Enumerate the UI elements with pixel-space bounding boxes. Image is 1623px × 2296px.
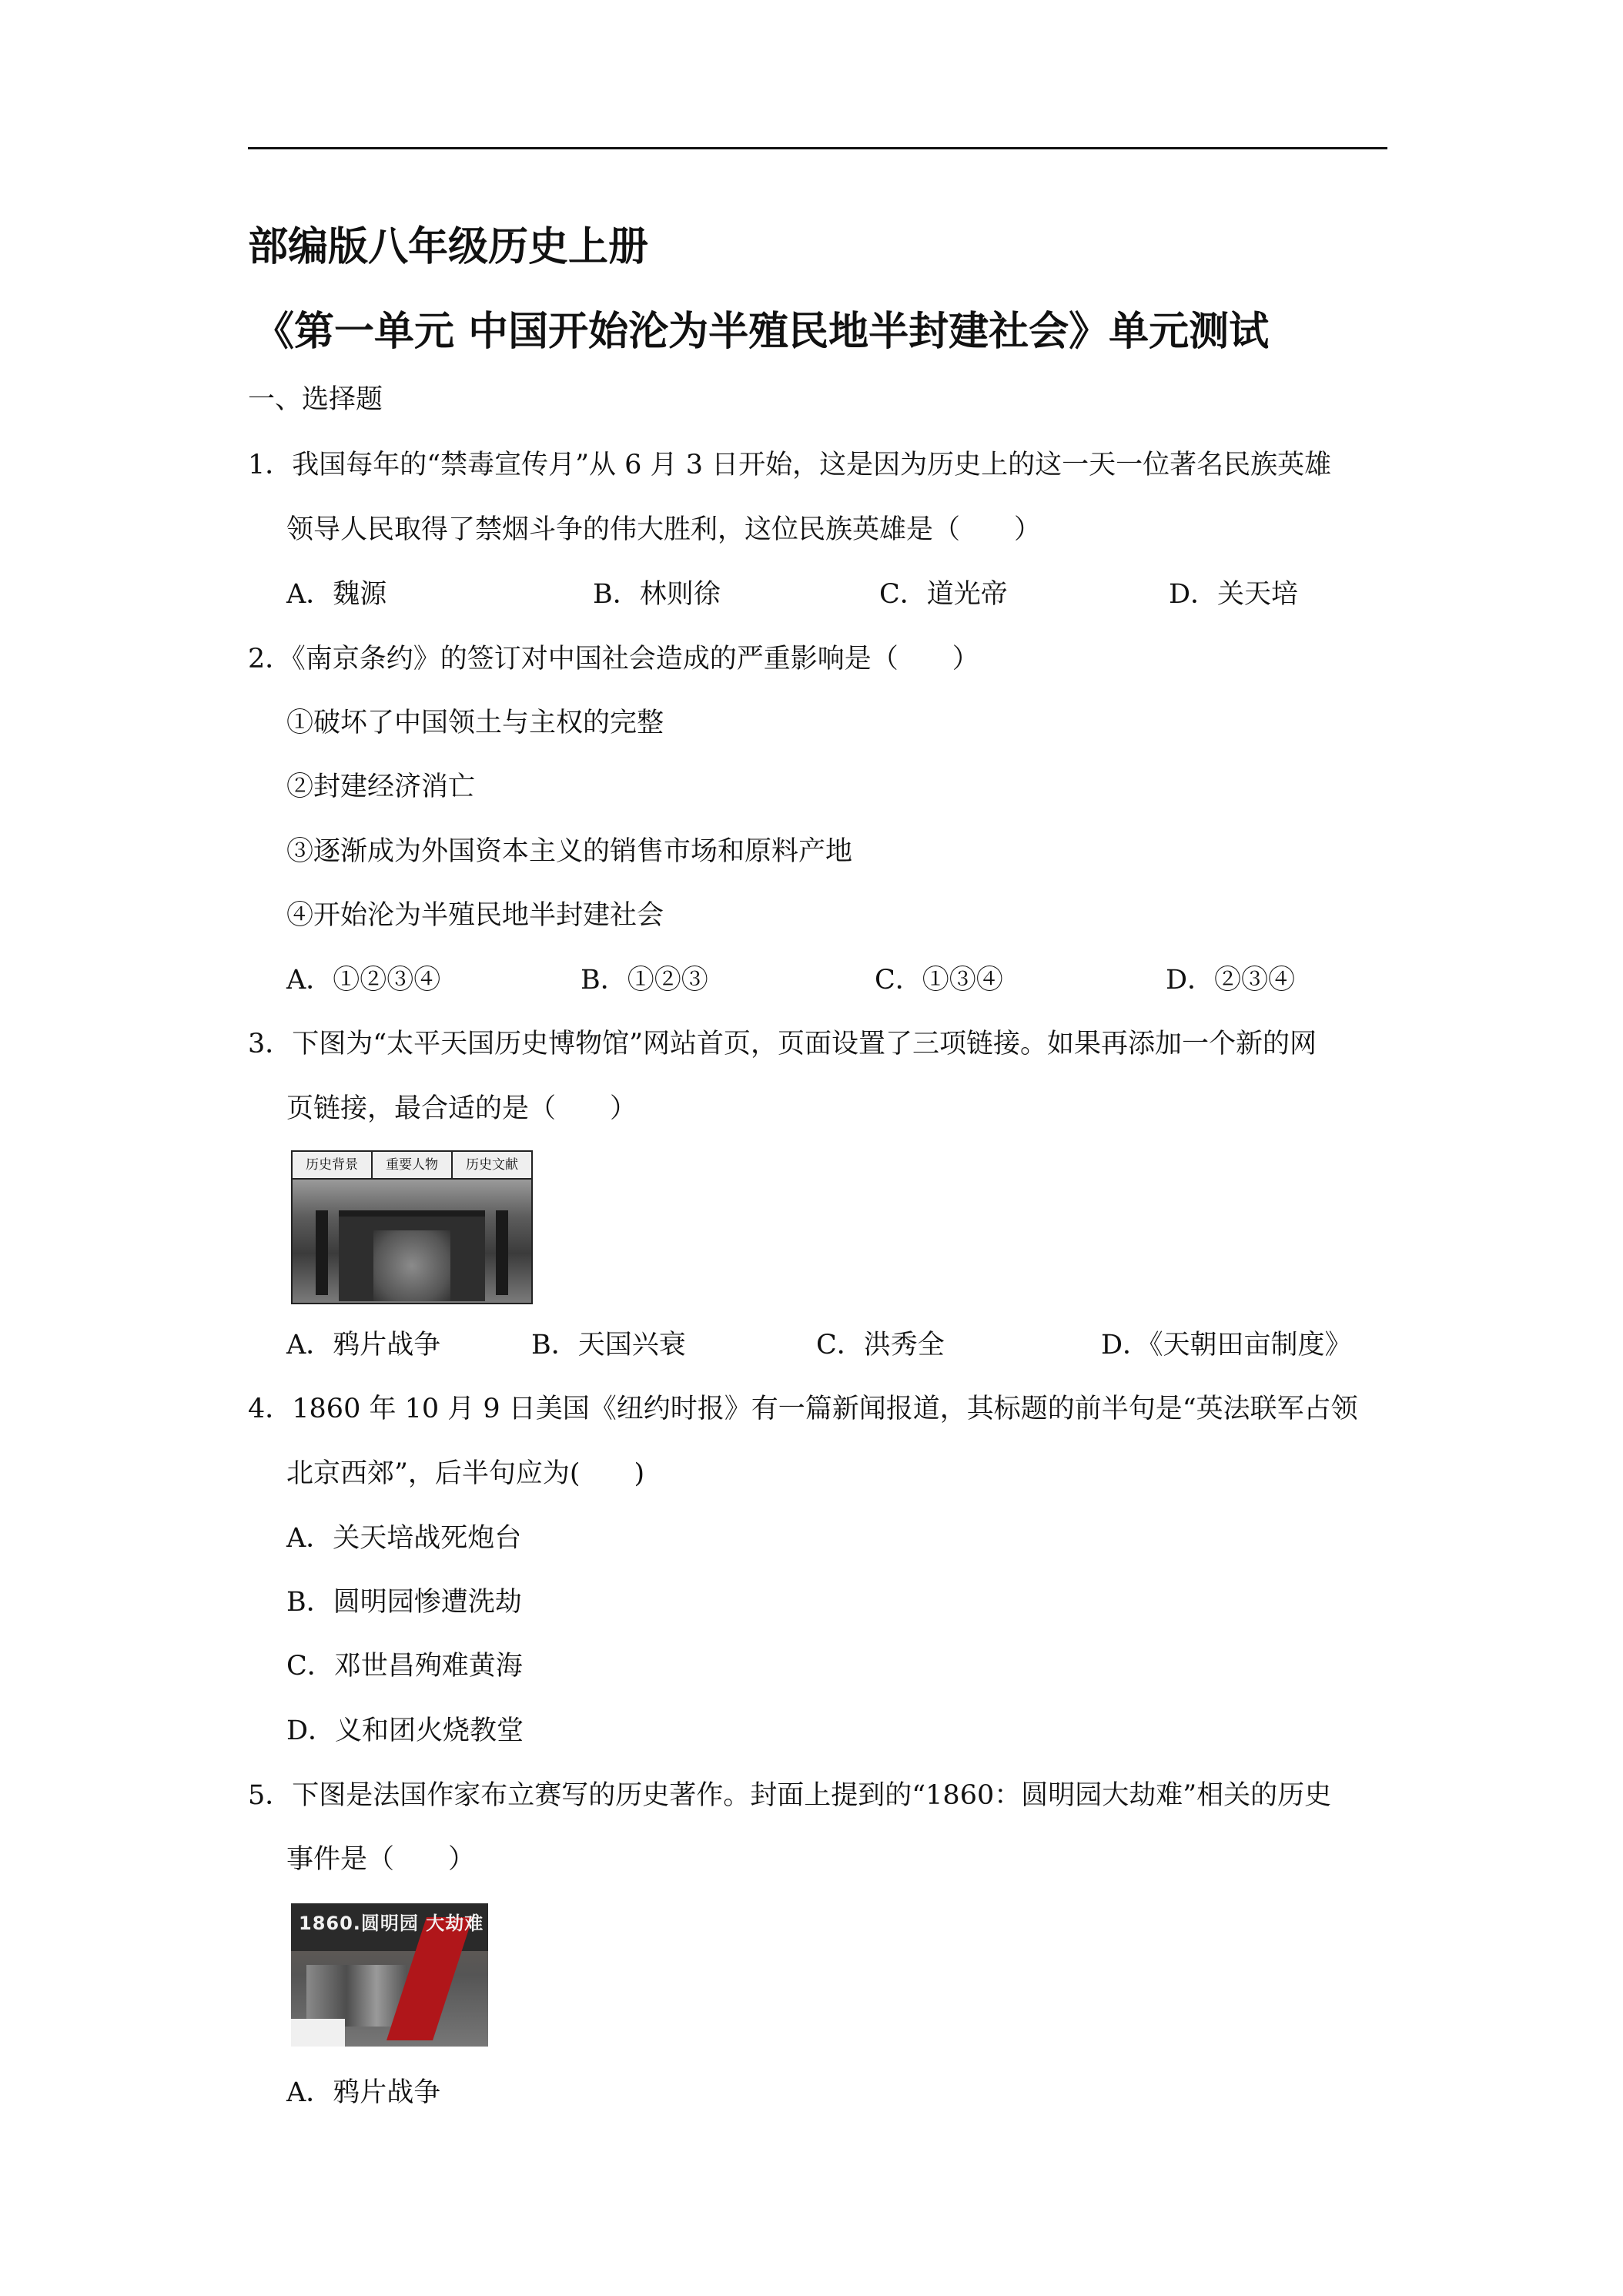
ruins-shape xyxy=(306,1965,407,2027)
q2-item-3: ③逐渐成为外国资本主义的销售市场和原料产地 xyxy=(286,836,853,867)
q3-line1: 3．下图为“太平天国历史博物馆”网站首页，页面设置了三项链接。如果再添加一个新的网 xyxy=(248,1029,1317,1059)
q2-option-d[interactable]: D．②③④ xyxy=(1166,965,1296,996)
q1-option-d[interactable]: D．关天培 xyxy=(1169,579,1299,610)
book-cover-image xyxy=(291,1903,488,2047)
page-title: 部编版八年级历史上册 xyxy=(248,224,649,270)
q2-item-2: ②封建经济消亡 xyxy=(286,771,476,802)
q4-line2: 北京西郊”，后半句应为( ) xyxy=(286,1458,645,1489)
q2-option-b[interactable]: B．①②③ xyxy=(581,965,708,996)
q4-option-c[interactable]: C．邓世昌殉难黄海 xyxy=(286,1651,523,1682)
q2-option-a[interactable]: A．①②③④ xyxy=(286,965,441,996)
q4-option-b[interactable]: B．圆明园惨遭洗劫 xyxy=(286,1587,522,1618)
q4-option-a[interactable]: A．关天培战死炮台 xyxy=(286,1523,522,1554)
header-rule xyxy=(248,147,1387,149)
gate-shape xyxy=(339,1210,485,1301)
q2-option-c[interactable]: C．①③④ xyxy=(875,965,1003,996)
q2-line1: 2．《南京条约》的签订对中国社会造成的严重影响是（ ） xyxy=(248,644,979,674)
q3-option-c[interactable]: C．洪秀全 xyxy=(816,1330,945,1361)
q1-line2: 领导人民取得了禁烟斗争的伟大胜利，这位民族英雄是（ ） xyxy=(286,514,1042,545)
section-heading: 一、选择题 xyxy=(248,384,383,415)
tab-history-background: 历史背景 xyxy=(293,1152,373,1178)
q2-item-4: ④开始沦为半殖民地半封建社会 xyxy=(286,900,664,931)
q5-option-a[interactable]: A．鸦片战争 xyxy=(286,2077,441,2108)
page-subtitle: 《第一单元 中国开始沦为半殖民地半封建社会》单元测试 xyxy=(254,309,1270,355)
q3-option-a[interactable]: A．鸦片战争 xyxy=(286,1330,441,1361)
website-nav-tabs xyxy=(293,1152,531,1180)
q5-line2: 事件是（ ） xyxy=(286,1844,476,1875)
tab-important-people: 重要人物 xyxy=(373,1152,453,1178)
q1-option-a[interactable]: A．魏源 xyxy=(286,579,387,610)
q3-line2: 页链接，最合适的是（ ） xyxy=(286,1093,637,1124)
museum-website-image xyxy=(291,1150,533,1304)
q3-option-b[interactable]: B．天国兴衰 xyxy=(531,1330,686,1361)
q4-option-d[interactable]: D．义和团火烧教堂 xyxy=(286,1715,524,1746)
q1-line1: 1．我国每年的“禁毒宣传月”从 6 月 3 日开始，这是因为历史上的这一天一位著名民族英雄 xyxy=(248,450,1332,480)
q2-item-1: ①破坏了中国领土与主权的完整 xyxy=(286,708,664,738)
q1-option-b[interactable]: B．林则徐 xyxy=(593,579,721,610)
q3-option-d[interactable]: D．《天朝田亩制度》 xyxy=(1101,1330,1352,1361)
q4-line1: 4．1860 年 10 月 9 日美国《纽约时报》有一篇新闻报道，其标题的前半句是“英法联军占领 xyxy=(248,1394,1358,1424)
museum-gate-photo xyxy=(293,1180,531,1303)
cover-title: 1860.圆明园 大劫难 xyxy=(299,1913,484,1934)
q5-line1: 5．下图是法国作家布立赛写的历史著作。封面上提到的“1860：圆明园大劫难”相关的历史 xyxy=(248,1780,1332,1811)
tab-historical-documents: 历史文献 xyxy=(466,1157,518,1173)
q1-option-c[interactable]: C．道光帝 xyxy=(879,579,1008,610)
